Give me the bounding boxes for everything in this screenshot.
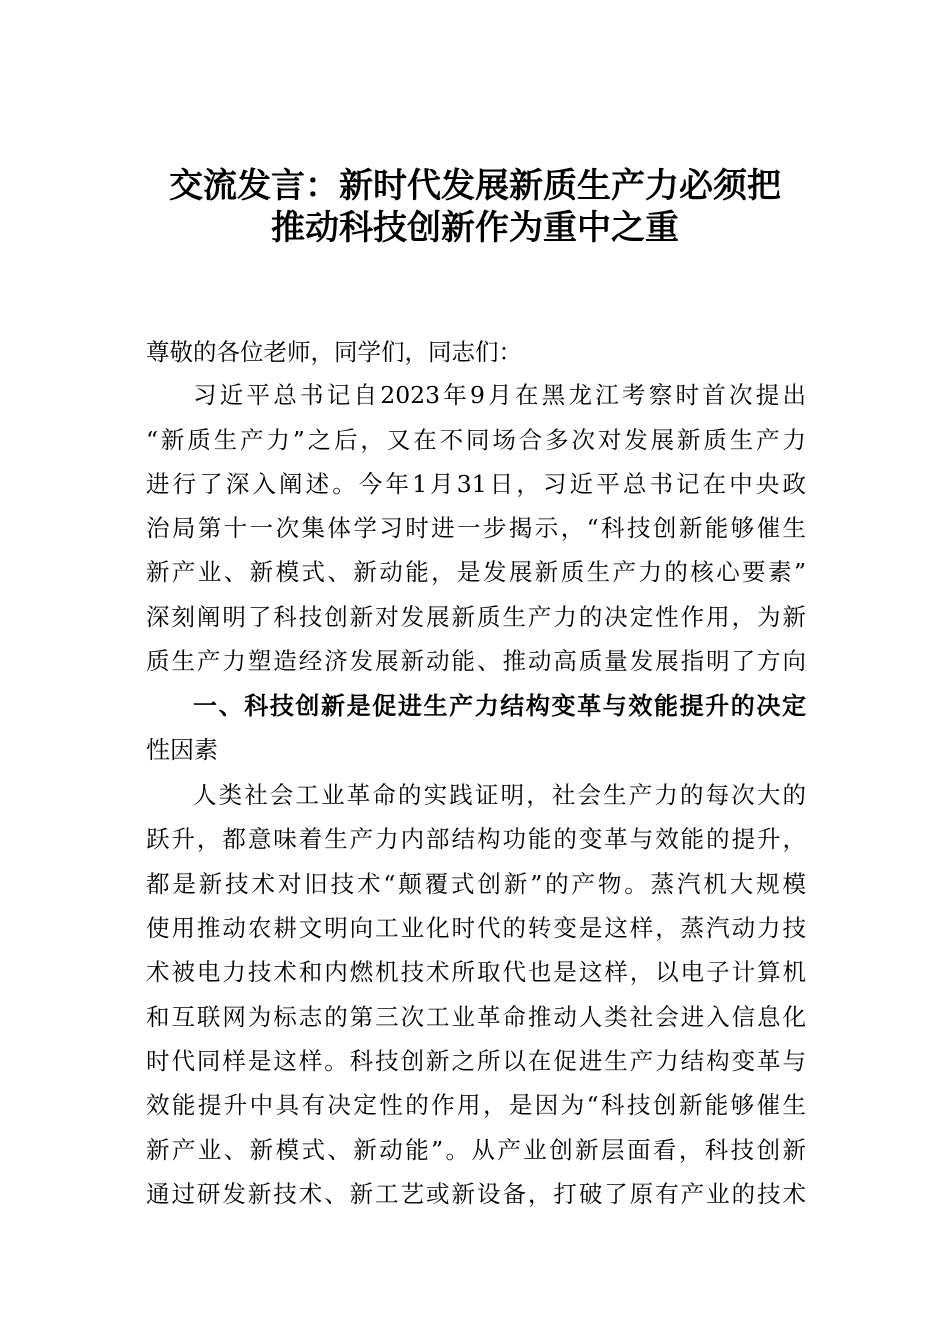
paragraph-2-line: 时代同样是这样。科技创新之所以在促进生产力结构变革与	[146, 1047, 806, 1075]
paragraph-1-line: 进行了深入阐述。今年1月31日，习近平总书记在中央政	[146, 470, 806, 498]
section-1-heading-line: 性因素	[146, 736, 218, 764]
paragraph-2-line: 新产业、新模式、新动能”。从产业创新层面看，科技创新	[146, 1136, 806, 1164]
paragraph-2-line: 人类社会工业革命的实践证明，社会生产力的每次大的	[193, 781, 806, 809]
salutation: 尊敬的各位老师，同学们，同志们：	[146, 338, 522, 366]
paragraph-1-line: 新产业、新模式、新动能，是发展新质生产力的核心要素”	[146, 558, 806, 586]
paragraph-1-line: 习近平总书记自2023年9月在黑龙江考察时首次提出	[193, 381, 806, 409]
paragraph-2-line: 术被电力技术和内燃机技术所取代也是这样，以电子计算机	[146, 958, 806, 986]
paragraph-2-line: 和互联网为标志的第三次工业革命推动人类社会进入信息化	[146, 1003, 806, 1031]
document-title-line-1: 交流发言：新时代发展新质生产力必须把	[169, 166, 781, 206]
paragraph-2-line: 跃升，都意味着生产力内部结构功能的变革与效能的提升，	[146, 825, 806, 853]
paragraph-2-line: 都是新技术对旧技术“颠覆式创新”的产物。蒸汽机大规模	[146, 870, 806, 898]
paragraph-1-line: 质生产力塑造经济发展新动能、推动高质量发展指明了方向	[146, 647, 806, 675]
paragraph-2-line: 通过研发新技术、新工艺或新设备，打破了原有产业的技术	[146, 1180, 806, 1208]
section-1-heading-line: 一、科技创新是促进生产力结构变革与效能提升的决定	[193, 692, 806, 720]
paragraph-1-line: 治局第十一次集体学习时进一步揭示，“科技创新能够催生	[146, 514, 806, 542]
paragraph-1-line: 深刻阐明了科技创新对发展新质生产力的决定性作用，为新	[146, 603, 806, 631]
paragraph-1-line: “新质生产力”之后，又在不同场合多次对发展新质生产力	[146, 426, 806, 454]
paragraph-2-line: 效能提升中具有决定性的作用，是因为“科技创新能够催生	[146, 1091, 806, 1119]
document-title-line-2: 推动科技创新作为重中之重	[271, 208, 679, 248]
paragraph-2-line: 使用推动农耕文明向工业化时代的转变是这样，蒸汽动力技	[146, 914, 806, 942]
